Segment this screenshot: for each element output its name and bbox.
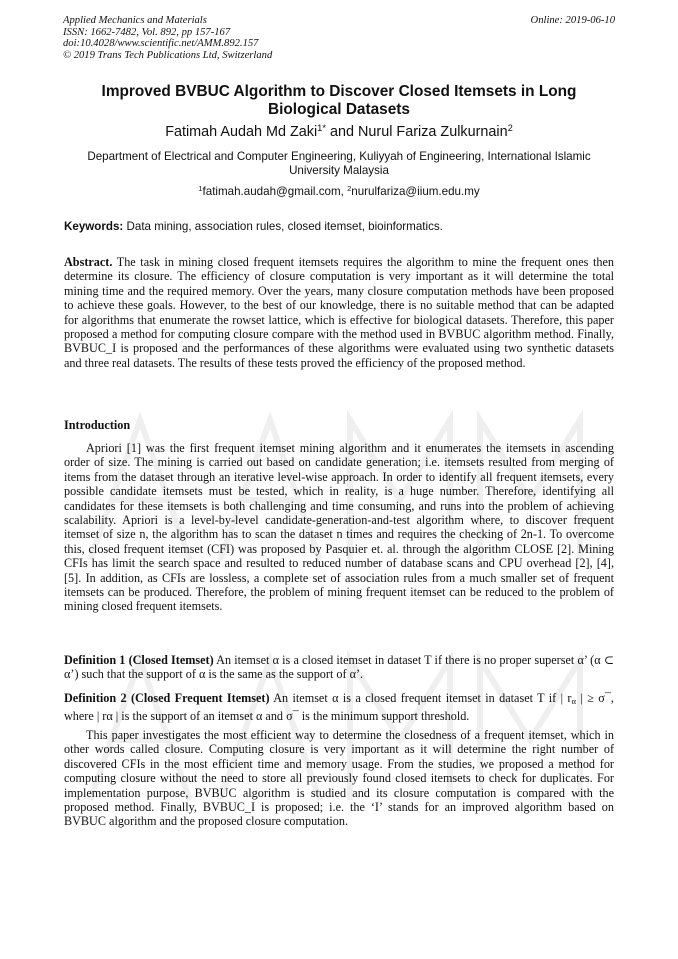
email-2: nurulfariza@iium.edu.my — [351, 185, 480, 198]
definition-2-text-b: | ≥ σ¯, where | rα | is the support of an itemset α and σ¯ is the minimum support threshold. — [64, 691, 614, 723]
abstract — [64, 255, 614, 370]
abstract-text: The task in mining closed frequent itemsets requires the algorithm to mine the frequent ones then determine its closure. The efficiency of closure computation is very important as it will determine the total mining time and the required memory. Over the years, many closure computation methods have been proposed to achieve these goals. However, to the best of our knowledge, there is no suitable method that can be adapted for algorithms that enumerate the rowset lattice, which is effective for biological datasets. Therefore, this paper proposed a method for computing closure compare with the method used in BVBUC algorithm method. Finally, BVBUC_I is proposed and the performances of these algorithms were evaluated using two synthetic datasets and three real datasets. The results of these tests proved the efficiency of the proposed method. — [64, 255, 614, 370]
author-1-marker: 1* — [317, 122, 327, 133]
author-conjunction: and — [326, 124, 359, 140]
keywords — [64, 220, 614, 234]
keywords-text: Data mining, association rules, closed itemset, bioinformatics. — [123, 220, 443, 233]
paper-title: Improved BVBUC Algorithm to Discover Closed Itemsets in Long Biological Datasets — [101, 83, 577, 118]
author-2: Nurul Fariza Zulkurnain — [358, 124, 508, 140]
author-line — [64, 124, 614, 141]
definition-2-subscript: α — [571, 696, 576, 707]
definition-1-label: Definition 1 (Closed Itemset) — [64, 653, 214, 667]
email-1: fatimah.audah@gmail.com, — [202, 185, 348, 198]
introduction-paragraph-1: Apriori [1] was the first frequent itemset mining algorithm and it enumerates the itemsets in ascending order of size. The mining is carried out based on candidate generation; i.e. itemsets resulted from merging of items from the dataset through an iterative level-wise approach. In order to identify all frequent itemsets, every possible candidate itemsets must be tested, which in reality, is a huge number. Therefore, identifying all candidates for these itemsets is both challenging and time consuming, and runs into the problem of achieving scalability. Apriori is a level-by-level candidate-generation-and-test algorithm where, to discover frequent itemset of size n, the algorithm has to scan the dataset n times and requires the checking of 2n-1. To overcome this, closed frequent itemset (CFI) was proposed by Pasquier et. al. through the algorithm CLOSE [2]. Mining CFIs has limit the search space and resulted to reduced number of database scans and CPU overhead [2], [4], [5]. In addition, as CFIs are lossless, a complete set of association rules from a much smaller set of frequent itemsets can be produced. Therefore, the problem of mining frequent itemset can be reduced to the problem of mining closed frequent itemsets. — [64, 441, 614, 614]
definition-1-text: An itemset α is a closed itemset in dataset T if there is no proper superset α’ (α ⊂ α’) such that the support of α is the same as the support of α’. — [64, 653, 614, 682]
definition-2-text-a: An itemset α is a closed frequent itemset in dataset T if | r — [269, 691, 572, 705]
author-emails — [64, 185, 614, 199]
author-2-marker: 2 — [507, 122, 513, 133]
definition-2 — [64, 691, 614, 723]
definition-2-label: Definition 2 (Closed Frequent Itemset) — [64, 691, 270, 705]
doi-line: doi:10.4028/www.scientific.net/AMM.892.157 — [63, 38, 259, 50]
online-date — [531, 15, 615, 27]
abstract-label: Abstract. — [64, 255, 113, 269]
definition-1 — [64, 653, 614, 682]
online-date-text: Online: 2019-06-10 — [530, 15, 615, 26]
section-heading-introduction: Introduction — [64, 418, 131, 432]
affiliation: Department of Electrical and Computer Engineering, Kuliyyah of Engineering, International Islamic University Malaysia — [87, 150, 591, 178]
email-1-marker: 1 — [198, 183, 203, 193]
copyright-line: © 2019 Trans Tech Publications Ltd, Switzerland — [63, 49, 273, 61]
introduction-paragraph-2: This paper investigates the most efficient way to determine the closedness of a frequent itemset, which in other words called closure. Computing closure is very important as it will determine the right number of discovered CFIs in the most efficient time and memory usage. From the studies, we proposed a method for computing closure without the need to store all previously found closed itemsets to check for duplicates. For implementation purpose, BVBUC algorithm is studied and its closure computation is compared with the proposed method. Finally, BVBUC_I is proposed; i.e. the ‘I’ stands for an improved algorithm based on BVBUC algorithm and the proposed closure computation. — [64, 728, 614, 829]
author-1: Fatimah Audah Md Zaki — [165, 124, 318, 140]
issn-line: ISSN: 1662-7482, Vol. 892, pp 157-167 — [63, 26, 231, 38]
keywords-label: Keywords: — [64, 220, 124, 233]
publication-info — [63, 15, 272, 61]
email-2-marker: 2 — [347, 183, 352, 193]
journal-name: Applied Mechanics and Materials — [63, 15, 207, 26]
